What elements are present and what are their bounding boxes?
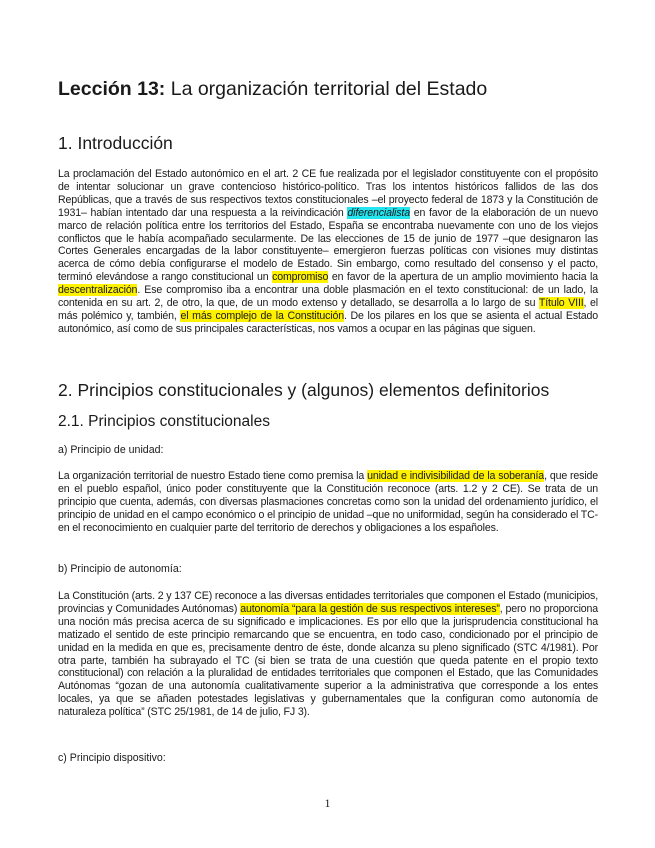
highlight-descentralizacion: descentralización: [58, 284, 138, 297]
page-number: 1: [324, 796, 331, 810]
principle-b-paragraph: [58, 590, 598, 719]
lesson-title: [58, 78, 487, 101]
introduction-paragraph: [58, 168, 598, 336]
principle-c-label: c) Principio dispositivo:: [58, 752, 166, 764]
text-run: en favor de la apertura de un amplio movimiento hacia la: [328, 271, 598, 284]
highlight-unidad-soberania: unidad e indivisibilidad de la soberanía: [367, 470, 545, 482]
text-run: , el más polémico y, también,: [58, 297, 598, 322]
principle-b-label: b) Principio de autonomía:: [58, 563, 182, 575]
text-run: La proclamación del Estado autonómico en el art. 2 CE fue realizada por el legislador constituyente con el propósito de intentar solucionar un grave contencioso histórico-político. Tras los intentos históricos fallidos de las dos Repúblicas, que a través de sus respectivos textos constitucionales –el proyecto federal de 1873 y la Constitución de 1931– habían intentado dar una respuesta a la reivindicación: [58, 168, 598, 219]
section-2-heading: 2. Principios constitucionales y (algunos) elementos definitorios: [58, 380, 550, 400]
principle-a-paragraph: [58, 470, 598, 535]
lesson-label: Lección 13:: [58, 78, 166, 100]
highlight-compromiso: compromiso: [272, 271, 329, 284]
text-run: . De los pilares en los que se asienta el actual Estado autonómico, así como de sus principales características, nos vamos a ocupar en las páginas que siguen.: [58, 309, 598, 335]
lesson-title-text: La organización territorial del Estado: [170, 78, 488, 100]
highlight-titulo-viii: Título VIII: [538, 297, 584, 310]
text-run: La Constitución (arts. 2 y 137 CE) reconoce a las diversas entidades territoriales que componen el Estado (municipios, provincias y Comunidades Autónomas): [58, 590, 598, 615]
highlight-diferencialista: diferencialista: [347, 206, 410, 219]
section-2-1-heading: 2.1. Principios constitucionales: [58, 413, 270, 430]
text-run: , pero no proporciona una noción más precisa acerca de su significado e implicaciones. Es por ello que la jurisprudencia constitucional ha matizado el sentido de este principio remarcando que se encuentra, en todo caso, condicionado por el principio de unidad en la medida en que es, precisamente dentro de éste, donde alcanza su pleno significado (STC 4/1981). Por otra parte, también ha subrayado el TC (si bien se trata de una cuestión que queda patente en el propio texto constitucional) con relación a la pluralidad de entidades territoriales que componen el Estado, que las Comunidades Autónomas “gozan de una autonomía cualitativamente superior a la administrativa que corresponde a los entes locales, ya que se añaden potestades legislativas y gubernamentales que la configuran como autonomía de naturaleza política” (STC 25/1981, de 14 de julio, FJ 3).: [58, 602, 599, 719]
section-1-heading: 1. Introducción: [58, 133, 173, 153]
highlight-autonomia: autonomía “para la gestión de sus respectivos intereses”: [240, 602, 500, 615]
text-run: en favor de la elaboración de un nuevo marco de relación política entre los territorios del Estado, España se encontraba nuevamente con uno de los viejos conflictos que le había acompañado secularmente. De las elecciones de 15 de junio de 1977 –que designaron las Cortes Generales encargadas de la labor constituyente– emergieron fuerzas políticas con visiones muy distintas acerca de cómo debía configurarse el modelo de Estado. Sin embargo, como resultado del consenso y el pacto, terminó elevándose a rango constitucional un: [58, 206, 599, 284]
highlight-mas-complejo: el más complejo de la Constitución: [180, 309, 344, 322]
text-run: . Ese compromiso iba a encontrar una doble plasmación en el texto constitucional: de un lado, la contenida en su art. 2, de otro, la que, de un modo extenso y detallado, se desarrolla a lo largo de su: [58, 284, 598, 310]
text-run: La organización territorial de nuestro Estado tiene como premisa la: [58, 470, 368, 482]
text-run: , que reside en el pueblo español, único poder constituyente que la Constitución reconoce (arts. 1.2 y 2 CE). Se trata de un principio que cuenta, además, con diversas plasmaciones concretas como son la unidad del ordenamiento jurídico, el principio de unidad en el campo económico o el principio de unidad –que no uniformidad, según ha considerado el TC- en el reconocimiento en cualquier parte del territorio de derechos y obligaciones a los españoles.: [58, 470, 599, 534]
principle-a-label: a) Principio de unidad:: [58, 444, 164, 456]
